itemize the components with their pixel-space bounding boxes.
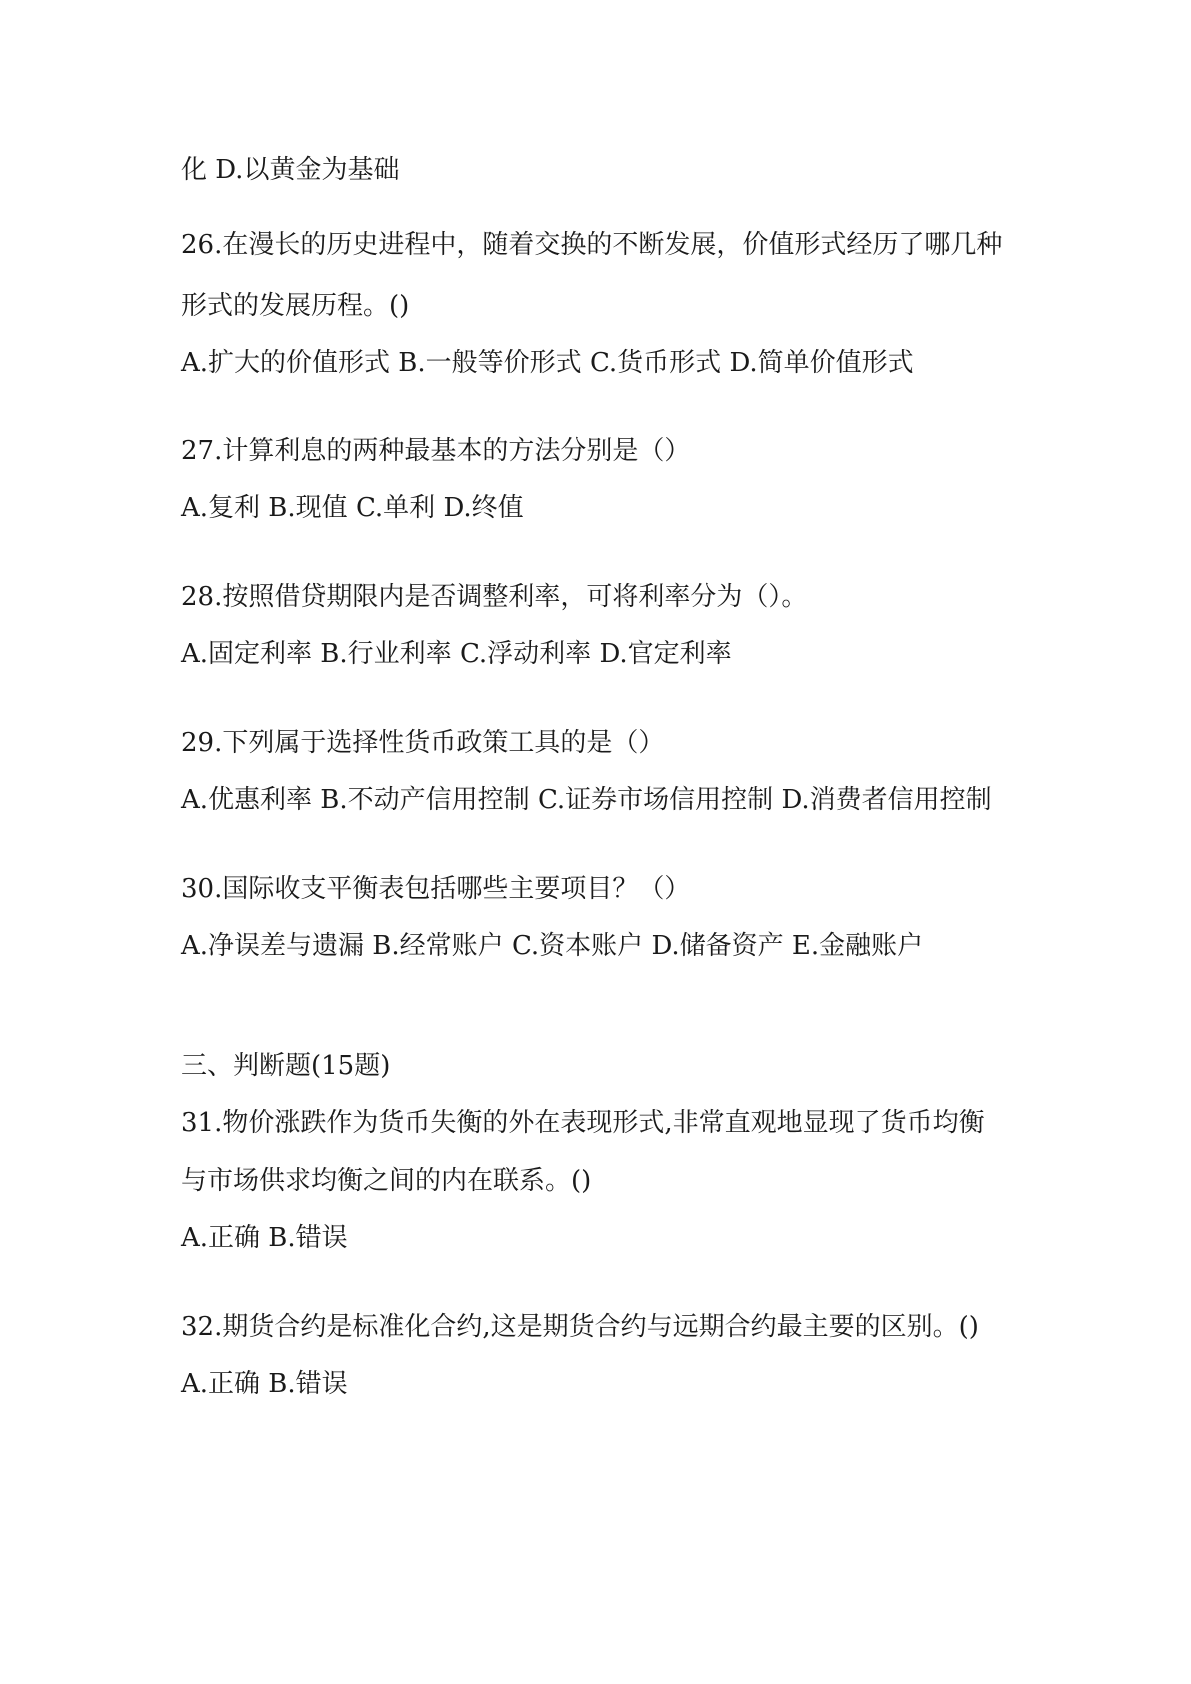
question-28-text: 28.按照借贷期限内是否调整利率，可将利率分为（）。: [181, 582, 808, 612]
question-31-options: A.正确 B.错误: [181, 1223, 348, 1253]
question-32-options: A.正确 B.错误: [181, 1369, 348, 1399]
question-30-text: 30.国际收支平衡表包括哪些主要项目？（）: [181, 874, 691, 904]
question-28-options: A.固定利率 B.行业利率 C.浮动利率 D.官定利率: [181, 639, 732, 669]
question-29-text: 29.下列属于选择性货币政策工具的是（）: [181, 728, 665, 758]
question-31-text: 31.物价涨跌作为货币失衡的外在表现形式,非常直观地显现了货币均衡: [181, 1108, 985, 1138]
question-27-text: 27.计算利息的两种最基本的方法分别是（）: [181, 436, 691, 466]
question-32-text: 32.期货合约是标准化合约,这是期货合约与远期合约最主要的区别。(): [181, 1312, 979, 1342]
question-26-text-continued: 形式的发展历程。(): [181, 291, 410, 321]
question-26-options: A.扩大的价值形式 B.一般等价形式 C.货币形式 D.简单价值形式: [181, 348, 914, 378]
question-25-options-tail: 化 D.以黄金为基础: [181, 155, 400, 185]
question-29-options: A.优惠利率 B.不动产信用控制 C.证券市场信用控制 D.消费者信用控制: [181, 785, 992, 815]
question-30-options: A.净误差与遗漏 B.经常账户 C.资本账户 D.储备资产 E.金融账户: [181, 931, 924, 961]
question-26-text: 26.在漫长的历史进程中，随着交换的不断发展，价值形式经历了哪几种: [181, 230, 1003, 260]
section-heading: 三、判断题(15题): [181, 1051, 391, 1081]
question-27-options: A.复利 B.现值 C.单利 D.终值: [181, 493, 524, 523]
question-31-text-continued: 与市场供求均衡之间的内在联系。(): [181, 1166, 592, 1196]
